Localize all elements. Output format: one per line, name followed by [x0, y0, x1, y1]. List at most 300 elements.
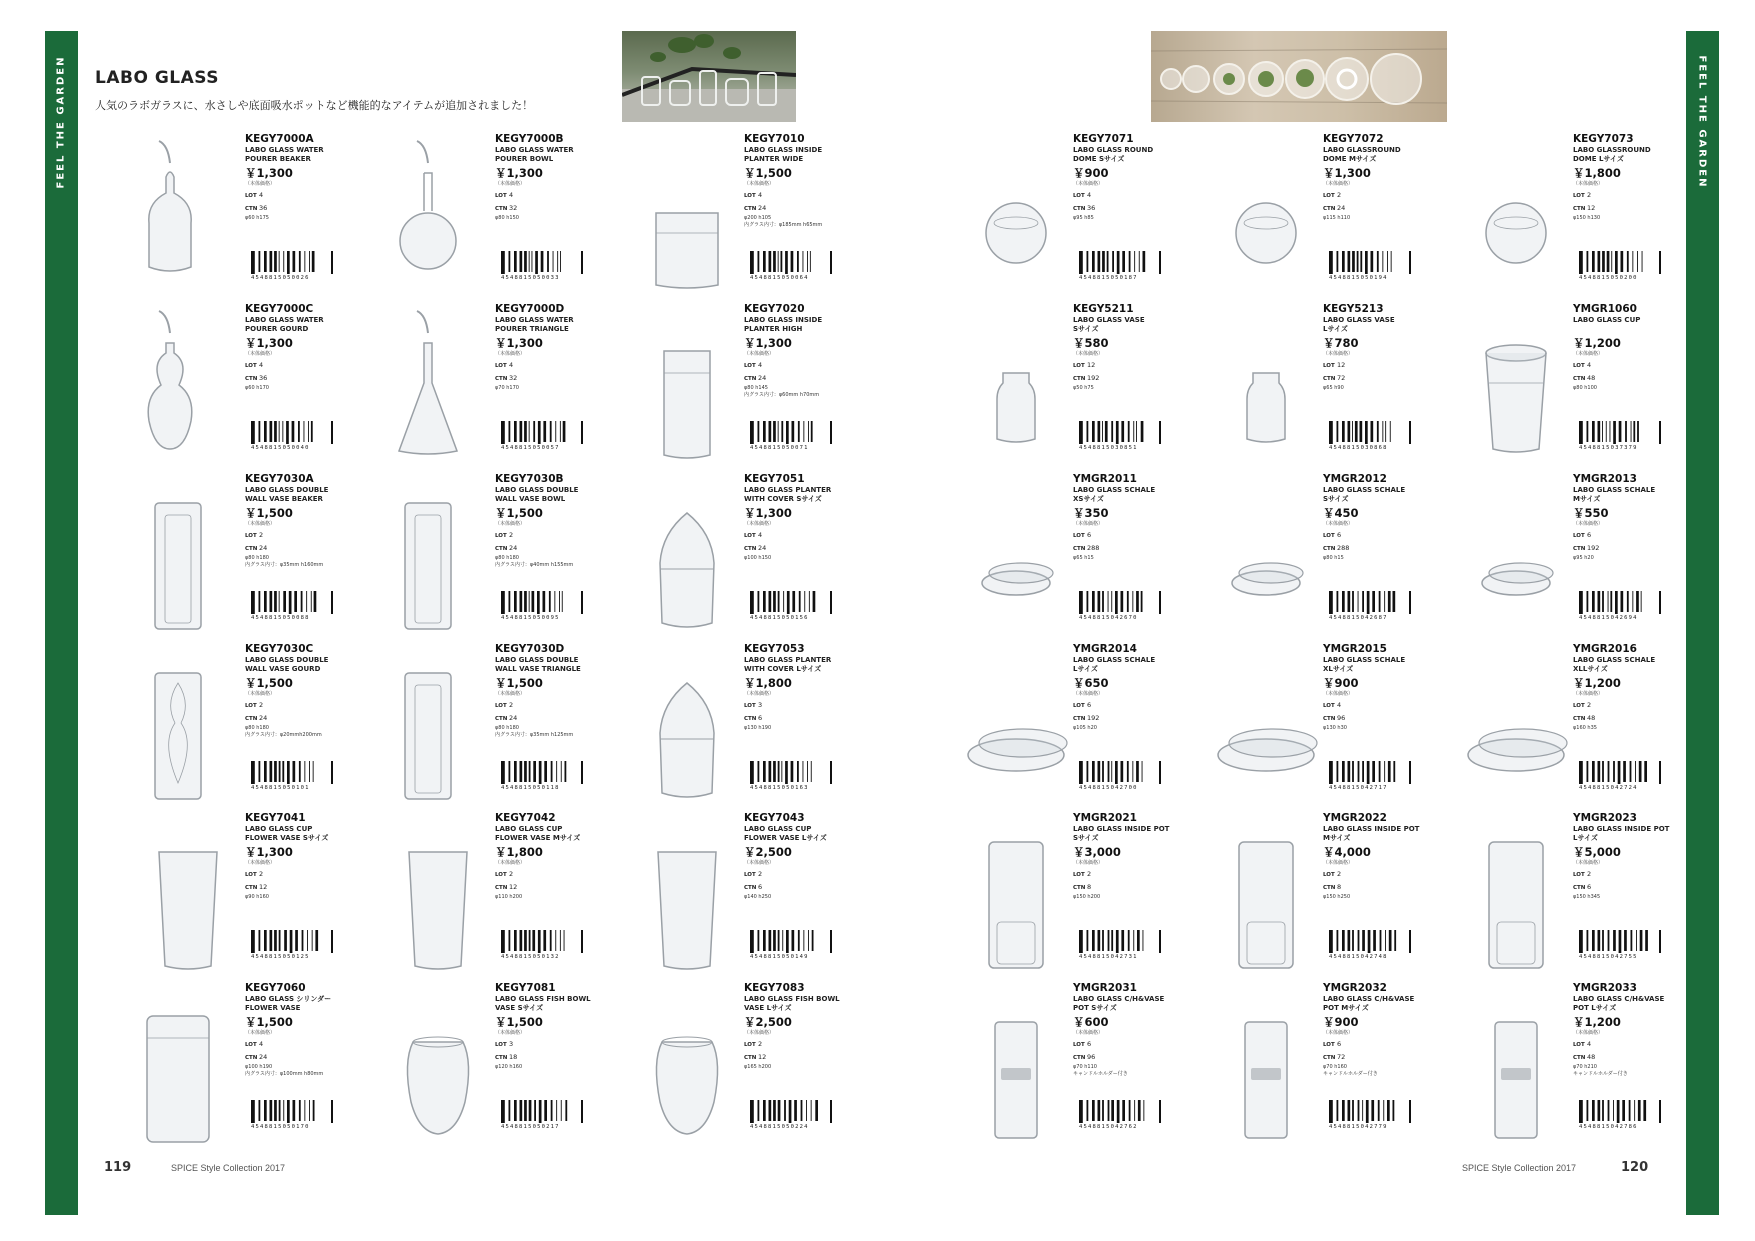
- lot-value: 4: [509, 361, 514, 369]
- ctn-value: 12: [259, 883, 268, 891]
- ctn-value: 72: [1337, 374, 1346, 382]
- ctn-label: CTN: [245, 546, 258, 552]
- ctn-label: CTN: [1573, 716, 1586, 722]
- lot-row: [1073, 699, 1211, 712]
- lot-label: LOT: [495, 363, 507, 369]
- lot-row: [1573, 699, 1711, 712]
- left-page-number: 119: [104, 1160, 132, 1175]
- product-info: [245, 982, 383, 1130]
- barcode: [1579, 251, 1661, 281]
- product-code: KEGY7041: [245, 812, 306, 824]
- product-image: [383, 473, 493, 643]
- tax-note: （本体価格）: [1573, 691, 1604, 697]
- product-image: [1461, 982, 1571, 1152]
- product-image: [632, 643, 742, 813]
- product-image: [1461, 812, 1571, 982]
- product-card: [632, 643, 882, 813]
- product-card: [1211, 982, 1461, 1152]
- barcode-number: 4548815050064: [750, 275, 809, 281]
- product-dimensions: φ50 h75: [1073, 385, 1094, 391]
- product-price: ￥1,200: [1573, 1015, 1621, 1029]
- lot-row: [1073, 868, 1211, 881]
- tax-note: （本体価格）: [1573, 181, 1604, 187]
- lot-label: LOT: [495, 193, 507, 199]
- product-info: [1573, 473, 1711, 621]
- ctn-value: 24: [259, 1053, 268, 1061]
- product-dimensions: φ165 h200: [744, 1064, 772, 1070]
- lot-row: [245, 1038, 383, 1051]
- lot-row: [1323, 359, 1461, 372]
- section-title: LABO GLASS: [95, 68, 219, 88]
- barcode: [501, 251, 583, 281]
- product-dimensions: φ150 h200: [1073, 894, 1101, 900]
- product-info: [744, 643, 882, 791]
- product-price: ￥5,000: [1573, 845, 1621, 859]
- ctn-label: CTN: [744, 1055, 757, 1061]
- product-price: ￥1,800: [744, 676, 792, 690]
- ctn-label: CTN: [495, 546, 508, 552]
- ctn-row: [744, 202, 882, 215]
- product-card: [961, 473, 1211, 643]
- lot-label: LOT: [1573, 533, 1585, 539]
- tax-note: （本体価格）: [744, 691, 775, 697]
- product-image: [133, 643, 243, 813]
- barcode-number: 4548815030868: [1329, 445, 1388, 451]
- ctn-label: CTN: [1323, 885, 1336, 891]
- product-name: LABO GLASS WATER POURER BOWL: [495, 146, 574, 163]
- product-info: [744, 303, 882, 451]
- barcode: [501, 421, 583, 451]
- ctn-value: 12: [758, 1053, 767, 1061]
- ctn-value: 192: [1087, 374, 1100, 382]
- header-photo-schales: [1151, 31, 1447, 122]
- product-price: ￥1,200: [1573, 676, 1621, 690]
- lot-value: 2: [509, 701, 514, 709]
- ctn-label: CTN: [1573, 885, 1586, 891]
- lot-label: LOT: [245, 363, 257, 369]
- lot-label: LOT: [1323, 193, 1335, 199]
- tax-note: （本体価格）: [1573, 1030, 1604, 1036]
- product-image: [1211, 643, 1321, 813]
- product-image: [961, 982, 1071, 1152]
- lot-value: 2: [758, 1040, 763, 1048]
- product-card: [1211, 303, 1461, 473]
- product-info: [1573, 812, 1711, 960]
- lot-label: LOT: [744, 363, 756, 369]
- product-name: LABO GLASS FISH BOWL VASE Lサイズ: [744, 995, 840, 1012]
- product-name: LABO GLASS C/H&VASE POT Lサイズ: [1573, 995, 1665, 1012]
- ctn-value: 8: [1337, 883, 1342, 891]
- product-code: KEGY7083: [744, 982, 805, 994]
- lot-label: LOT: [245, 1042, 257, 1048]
- tax-note: （本体価格）: [1323, 1030, 1354, 1036]
- lot-label: LOT: [1323, 872, 1335, 878]
- ctn-row: [245, 881, 383, 894]
- lot-value: 2: [758, 870, 763, 878]
- ctn-value: 24: [758, 544, 767, 552]
- product-code: YMGR1060: [1573, 303, 1637, 315]
- tax-note: （本体価格）: [495, 691, 526, 697]
- tax-note: （本体価格）: [1323, 181, 1354, 187]
- barcode: [750, 1100, 832, 1130]
- product-card: [632, 473, 882, 643]
- ctn-label: CTN: [1323, 1055, 1336, 1061]
- barcode: [1079, 1100, 1161, 1130]
- product-code: KEGY7030B: [495, 473, 564, 485]
- barcode: [1579, 1100, 1661, 1130]
- product-card: [383, 982, 633, 1152]
- product-dimensions: φ65 h15: [1073, 555, 1094, 561]
- barcode: [1079, 591, 1161, 621]
- product-dimensions: φ60 h175: [245, 215, 269, 221]
- product-card: [1461, 643, 1711, 813]
- product-code: KEGY7053: [744, 643, 805, 655]
- product-name: LABO GLASS CUP FLOWER VASE Mサイズ: [495, 825, 581, 842]
- barcode-number: 4548815050101: [251, 785, 310, 791]
- product-code: KEGY7000D: [495, 303, 565, 315]
- product-name: LABO GLASS FISH BOWL VASE Sサイズ: [495, 995, 591, 1012]
- tax-note: （本体価格）: [1073, 691, 1104, 697]
- ctn-value: 48: [1587, 374, 1596, 382]
- product-code: YMGR2014: [1073, 643, 1137, 655]
- ctn-row: [1073, 542, 1211, 555]
- product-card: [133, 303, 383, 473]
- product-name: LABO GLASS PLANTER WITH COVER Lサイズ: [744, 656, 832, 673]
- product-info: [1323, 812, 1461, 960]
- product-card: [1211, 133, 1461, 303]
- lot-row: [1073, 359, 1211, 372]
- lot-row: [495, 529, 633, 542]
- product-info: [245, 133, 383, 281]
- product-image: [383, 133, 493, 303]
- product-dimensions: φ80 h15: [1323, 555, 1344, 561]
- product-name: LABO GLASSROUND DOME Lサイズ: [1573, 146, 1651, 163]
- product-name: LABO GLASS CUP FLOWER VASE Sサイズ: [245, 825, 329, 842]
- product-card: [961, 303, 1211, 473]
- lot-label: LOT: [1573, 363, 1585, 369]
- product-price: ￥1,500: [245, 676, 293, 690]
- barcode-number: 4548815042717: [1329, 785, 1388, 791]
- product-dimensions: φ105 h20: [1073, 725, 1097, 731]
- barcode-number: 4548815050187: [1079, 275, 1138, 281]
- product-name: LABO GLASS SCHALE XLサイズ: [1323, 656, 1406, 673]
- product-price: ￥2,500: [744, 845, 792, 859]
- product-card: [383, 303, 633, 473]
- barcode-number: 4548815042779: [1329, 1124, 1388, 1130]
- ctn-row: [1323, 542, 1461, 555]
- left-footer-text: SPICE Style Collection 2017: [171, 1163, 286, 1173]
- lot-value: 2: [1337, 191, 1342, 199]
- ctn-value: 288: [1087, 544, 1100, 552]
- barcode-number: 4548815050200: [1579, 275, 1638, 281]
- barcode-number: 4548815030851: [1079, 445, 1138, 451]
- product-dimensions: φ65 h90: [1323, 385, 1344, 391]
- barcode-number: 4548815050194: [1329, 275, 1388, 281]
- barcode-number: 4548815050224: [750, 1124, 809, 1130]
- lot-value: 6: [1587, 531, 1592, 539]
- product-price: ￥780: [1323, 336, 1359, 350]
- ctn-row: [1573, 202, 1711, 215]
- product-info: [495, 133, 633, 281]
- ctn-value: 48: [1587, 714, 1596, 722]
- tax-note: （本体価格）: [495, 351, 526, 357]
- barcode-number: 4548815050057: [501, 445, 560, 451]
- ctn-row: [245, 1051, 383, 1064]
- product-dimensions: φ70 h210 キャンドルホルダー付き: [1573, 1064, 1628, 1077]
- product-code: KEGY7020: [744, 303, 805, 315]
- product-name: LABO GLASS DOUBLE WALL VASE BEAKER: [245, 486, 329, 503]
- lot-label: LOT: [1073, 872, 1085, 878]
- barcode: [251, 761, 333, 791]
- tax-note: （本体価格）: [744, 351, 775, 357]
- lot-row: [495, 189, 633, 202]
- tax-note: （本体価格）: [744, 860, 775, 866]
- product-image: [1461, 643, 1571, 813]
- product-dimensions: φ90 h160: [245, 894, 269, 900]
- product-code: KEGY7051: [744, 473, 805, 485]
- product-dimensions: φ100 h190 内グラス内寸：φ100mm h80mm: [245, 1064, 324, 1077]
- product-name: LABO GLASS INSIDE POT Sサイズ: [1073, 825, 1170, 842]
- ctn-row: [1573, 712, 1711, 725]
- lot-row: [245, 868, 383, 881]
- product-name: LABO GLASS WATER POURER TRIANGLE: [495, 316, 574, 333]
- barcode: [1579, 421, 1661, 451]
- ctn-row: [1573, 542, 1711, 555]
- product-card: [133, 473, 383, 643]
- barcode-number: 4548815050170: [251, 1124, 310, 1130]
- lot-value: 2: [259, 870, 264, 878]
- tax-note: （本体価格）: [1323, 351, 1354, 357]
- product-image: [961, 303, 1071, 473]
- product-dimensions: φ115 h110: [1323, 215, 1351, 221]
- ctn-row: [1323, 712, 1461, 725]
- product-card: [383, 812, 633, 982]
- product-dimensions: φ70 h160 キャンドルホルダー付き: [1323, 1064, 1378, 1077]
- product-dimensions: φ150 h345: [1573, 894, 1601, 900]
- product-card: [1461, 812, 1711, 982]
- barcode-number: 4548815050033: [501, 275, 560, 281]
- product-code: YMGR2012: [1323, 473, 1387, 485]
- product-image: [383, 303, 493, 473]
- ctn-row: [1073, 881, 1211, 894]
- lot-value: 2: [1587, 191, 1592, 199]
- barcode-number: 4548815042731: [1079, 954, 1138, 960]
- lot-value: 6: [1087, 531, 1092, 539]
- ctn-label: CTN: [245, 885, 258, 891]
- ctn-row: [1073, 202, 1211, 215]
- product-dimensions: φ110 h200: [495, 894, 523, 900]
- barcode: [750, 930, 832, 960]
- product-info: [744, 812, 882, 960]
- ctn-label: CTN: [1323, 376, 1336, 382]
- ctn-row: [1323, 202, 1461, 215]
- barcode: [1079, 761, 1161, 791]
- lot-row: [1323, 699, 1461, 712]
- product-info: [495, 473, 633, 621]
- product-image: [961, 812, 1071, 982]
- ctn-value: 6: [1587, 883, 1592, 891]
- ctn-value: 96: [1337, 714, 1346, 722]
- lot-value: 6: [1337, 531, 1342, 539]
- lot-value: 4: [259, 361, 264, 369]
- product-name: LABO GLASS CUP: [1573, 316, 1641, 324]
- lot-row: [1573, 189, 1711, 202]
- ctn-row: [744, 372, 882, 385]
- ctn-label: CTN: [1073, 206, 1086, 212]
- product-card: [1461, 473, 1711, 643]
- product-name: LABO GLASS DOUBLE WALL VASE TRIANGLE: [495, 656, 581, 673]
- ctn-value: 32: [509, 204, 518, 212]
- product-image: [632, 133, 742, 303]
- product-card: [632, 133, 882, 303]
- product-code: KEGY7081: [495, 982, 556, 994]
- product-code: KEGY7042: [495, 812, 556, 824]
- product-card: [383, 643, 633, 813]
- product-name: LABO GLASS C/H&VASE POT Sサイズ: [1073, 995, 1165, 1012]
- tax-note: （本体価格）: [245, 181, 276, 187]
- product-price: ￥650: [1073, 676, 1109, 690]
- ctn-row: [245, 542, 383, 555]
- lot-label: LOT: [744, 872, 756, 878]
- tax-note: （本体価格）: [1073, 860, 1104, 866]
- product-price: ￥1,300: [1323, 166, 1371, 180]
- product-price: ￥1,300: [245, 336, 293, 350]
- tax-note: （本体価格）: [1573, 351, 1604, 357]
- barcode-number: 4548815050132: [501, 954, 560, 960]
- lot-value: 6: [1337, 1040, 1342, 1048]
- lot-row: [245, 189, 383, 202]
- product-dimensions: φ95 h20: [1573, 555, 1594, 561]
- barcode: [251, 251, 333, 281]
- product-price: ￥2,500: [744, 1015, 792, 1029]
- ctn-value: 96: [1087, 1053, 1096, 1061]
- ctn-label: CTN: [744, 206, 757, 212]
- product-card: [1211, 473, 1461, 643]
- ctn-value: 24: [758, 374, 767, 382]
- product-image: [961, 643, 1071, 813]
- ctn-label: CTN: [1573, 546, 1586, 552]
- lot-row: [1073, 1038, 1211, 1051]
- lot-label: LOT: [1573, 193, 1585, 199]
- ctn-label: CTN: [1573, 376, 1586, 382]
- lot-label: LOT: [495, 872, 507, 878]
- barcode: [750, 761, 832, 791]
- product-name: LABO GLASS SCHALE Lサイズ: [1073, 656, 1156, 673]
- product-dimensions: φ160 h35: [1573, 725, 1597, 731]
- ctn-label: CTN: [245, 716, 258, 722]
- ctn-value: 12: [509, 883, 518, 891]
- product-card: [632, 982, 882, 1152]
- barcode: [1079, 421, 1161, 451]
- product-info: [1323, 473, 1461, 621]
- ctn-row: [1323, 1051, 1461, 1064]
- lot-label: LOT: [245, 703, 257, 709]
- product-image: [1211, 473, 1321, 643]
- product-price: ￥1,500: [495, 676, 543, 690]
- product-code: KEGY7000A: [245, 133, 314, 145]
- product-dimensions: φ80 h150: [495, 215, 519, 221]
- lot-label: LOT: [495, 1042, 507, 1048]
- product-price: ￥3,000: [1073, 845, 1121, 859]
- ctn-label: CTN: [744, 376, 757, 382]
- barcode: [1329, 761, 1411, 791]
- ctn-row: [1073, 1051, 1211, 1064]
- barcode-number: 4548815042748: [1329, 954, 1388, 960]
- lot-row: [245, 529, 383, 542]
- product-price: ￥1,300: [744, 336, 792, 350]
- ctn-row: [495, 542, 633, 555]
- ctn-label: CTN: [744, 885, 757, 891]
- ctn-value: 72: [1337, 1053, 1346, 1061]
- product-code: KEGY7030D: [495, 643, 565, 655]
- product-name: LABO GLASS VASE Lサイズ: [1323, 316, 1395, 333]
- header-photo-plants: [622, 31, 796, 122]
- tax-note: （本体価格）: [1073, 521, 1104, 527]
- ctn-row: [1073, 712, 1211, 725]
- ctn-value: 24: [259, 544, 268, 552]
- lot-row: [1573, 1038, 1711, 1051]
- product-info: [1073, 133, 1211, 281]
- product-code: KEGY7010: [744, 133, 805, 145]
- lot-value: 2: [509, 531, 514, 539]
- product-code: KEGY7030C: [245, 643, 314, 655]
- barcode: [251, 1100, 333, 1130]
- product-dimensions: φ120 h160: [495, 1064, 523, 1070]
- tax-note: （本体価格）: [1073, 351, 1104, 357]
- product-dimensions: φ80 h180 内グラス内寸：φ40mm h155mm: [495, 555, 574, 568]
- product-image: [133, 133, 243, 303]
- barcode-number: 4548815050217: [501, 1124, 560, 1130]
- tax-note: （本体価格）: [495, 1030, 526, 1036]
- ctn-value: 6: [758, 714, 763, 722]
- product-price: ￥1,500: [245, 1015, 293, 1029]
- ctn-label: CTN: [1073, 885, 1086, 891]
- tax-note: （本体価格）: [1573, 521, 1604, 527]
- product-info: [1573, 133, 1711, 281]
- barcode-number: 4548815042762: [1079, 1124, 1138, 1130]
- ctn-label: CTN: [1573, 1055, 1586, 1061]
- product-info: [1323, 303, 1461, 451]
- barcode: [1579, 761, 1661, 791]
- ctn-label: CTN: [495, 716, 508, 722]
- ctn-value: 8: [1087, 883, 1092, 891]
- barcode-number: 4548815042694: [1579, 615, 1638, 621]
- product-price: ￥1,300: [495, 166, 543, 180]
- left-side-label: FEEL THE GARDEN: [55, 55, 67, 189]
- lot-row: [495, 868, 633, 881]
- lot-value: 4: [758, 531, 763, 539]
- tax-note: （本体価格）: [1073, 181, 1104, 187]
- product-code: YMGR2031: [1073, 982, 1137, 994]
- ctn-row: [1573, 1051, 1711, 1064]
- product-code: YMGR2016: [1573, 643, 1637, 655]
- barcode-number: 4548815050088: [251, 615, 310, 621]
- product-image: [1211, 982, 1321, 1152]
- product-name: LABO GLASS INSIDE POT Lサイズ: [1573, 825, 1670, 842]
- product-info: [495, 303, 633, 451]
- lot-value: 4: [1087, 191, 1092, 199]
- product-name: LABO GLASSROUND DOME Mサイズ: [1323, 146, 1401, 163]
- product-code: KEGY5211: [1073, 303, 1134, 315]
- product-dimensions: φ200 h105 内グラス内寸：φ185mm h65mm: [744, 215, 823, 228]
- ctn-row: [495, 372, 633, 385]
- ctn-row: [744, 881, 882, 894]
- product-card: [1461, 982, 1711, 1152]
- lot-label: LOT: [1573, 1042, 1585, 1048]
- product-info: [495, 643, 633, 791]
- product-card: [383, 473, 633, 643]
- lot-label: LOT: [1073, 703, 1085, 709]
